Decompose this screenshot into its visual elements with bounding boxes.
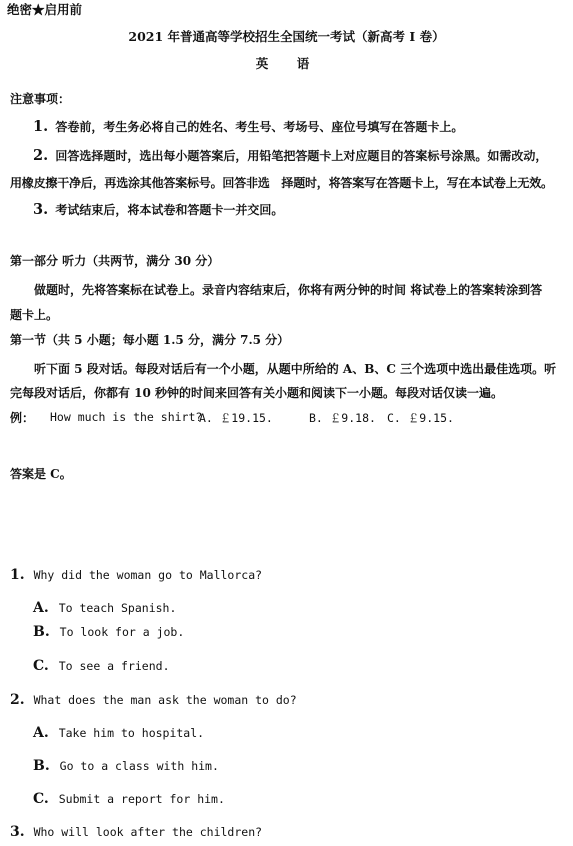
option-letter: C. [33,658,49,674]
option-letter: B. [309,411,323,425]
part1-instruction-line1: 做题时，先将答案标在试卷上。录音内容结束后，你将有两分钟的时间 将试卷上的答案转涂到答 [34,283,543,297]
question-1 [10,567,262,583]
question-2-option-a[interactable] [33,725,204,741]
option-text: To look for a job. [59,625,185,639]
option-text: ￡19.15. [219,411,273,425]
option-text: Take him to hospital. [58,726,205,740]
option-text: To see a friend. [58,659,170,673]
option-text: ￡9.15. [407,411,454,425]
subject-title: 英 语 [255,56,318,71]
section1-heading: 第一节（共 5 小题；每小题 1.5 分，满分 7.5 分） [10,333,290,347]
option-text: ￡9.18. [329,411,376,425]
exam-title: 2021 年普通高等学校招生全国统一考试（新高考 I 卷） [128,29,445,44]
note-text: 回答选择题时，选出每小题答案后，用铅笔把答题卡上对应题目的答案标号涂黑。如需改动， [55,149,548,163]
question-2-option-b[interactable] [33,758,219,774]
question-number: 1. [10,567,25,583]
question-1-option-a[interactable] [33,600,176,616]
note-text: 答卷前，考生务必将自己的姓名、考生号、考场号、座位号填写在答题卡上。 [55,120,464,134]
question-2-option-c[interactable] [33,791,225,807]
note-item-2-continued: 用橡皮擦干净后，再选涂其他答案标号。回答非选 择题时，将答案写在答题卡上，写在本试卷上无效。 [10,176,553,190]
note-text: 考试结束后，将本试卷和答题卡一并交回。 [55,203,284,217]
option-letter: C. [387,411,401,425]
example-option-b [309,410,376,426]
example-answer: 答案是 C。 [10,467,72,481]
note-number: 2. [33,147,49,164]
option-letter: B. [33,758,50,774]
option-letter: A. [199,411,213,425]
question-number: 2. [10,692,25,708]
question-1-option-c[interactable] [33,658,170,674]
secret-mark: 绝密★启用前 [7,2,83,17]
option-letter: A. [33,600,49,616]
example-option-a [199,410,273,426]
option-letter: C. [33,791,49,807]
option-text: Submit a report for him. [58,792,225,806]
question-text: Why did the woman go to Mallorca? [33,568,263,582]
example-label: 例： [10,411,35,425]
note-item-1 [33,118,463,135]
note-number: 3. [33,201,49,218]
part1-heading: 第一部分 听力（共两节，满分 30 分） [10,254,220,268]
section1-instruction-line2: 完每段对话后，你都有 10 秒钟的时间来回答有关小题和阅读下一小题。每段对话仅读一遍。 [10,386,504,400]
example-option-c [387,410,454,426]
option-letter: A. [33,725,49,741]
question-1-option-b[interactable] [33,624,184,640]
option-text: To teach Spanish. [58,601,177,615]
note-number: 1. [33,118,49,135]
section1-instruction-line1: 听下面 5 段对话。每段对话后有一个小题，从题中所给的 A、B、C 三个选项中选出最佳选项。听 [34,362,557,376]
part1-instruction-line2: 题卡上。 [10,308,59,322]
option-letter: B. [33,624,50,640]
question-2 [10,692,297,708]
note-item-3 [33,201,283,218]
notes-heading: 注意事项： [10,92,71,106]
note-item-2 [33,147,547,164]
question-number: 3. [10,824,25,840]
question-text: What does the man ask the woman to do? [33,693,297,707]
question-text: Who will look after the children? [33,825,263,839]
option-text: Go to a class with him. [59,759,219,773]
question-3 [10,824,262,840]
example-question: How much is the shirt? [50,410,203,424]
